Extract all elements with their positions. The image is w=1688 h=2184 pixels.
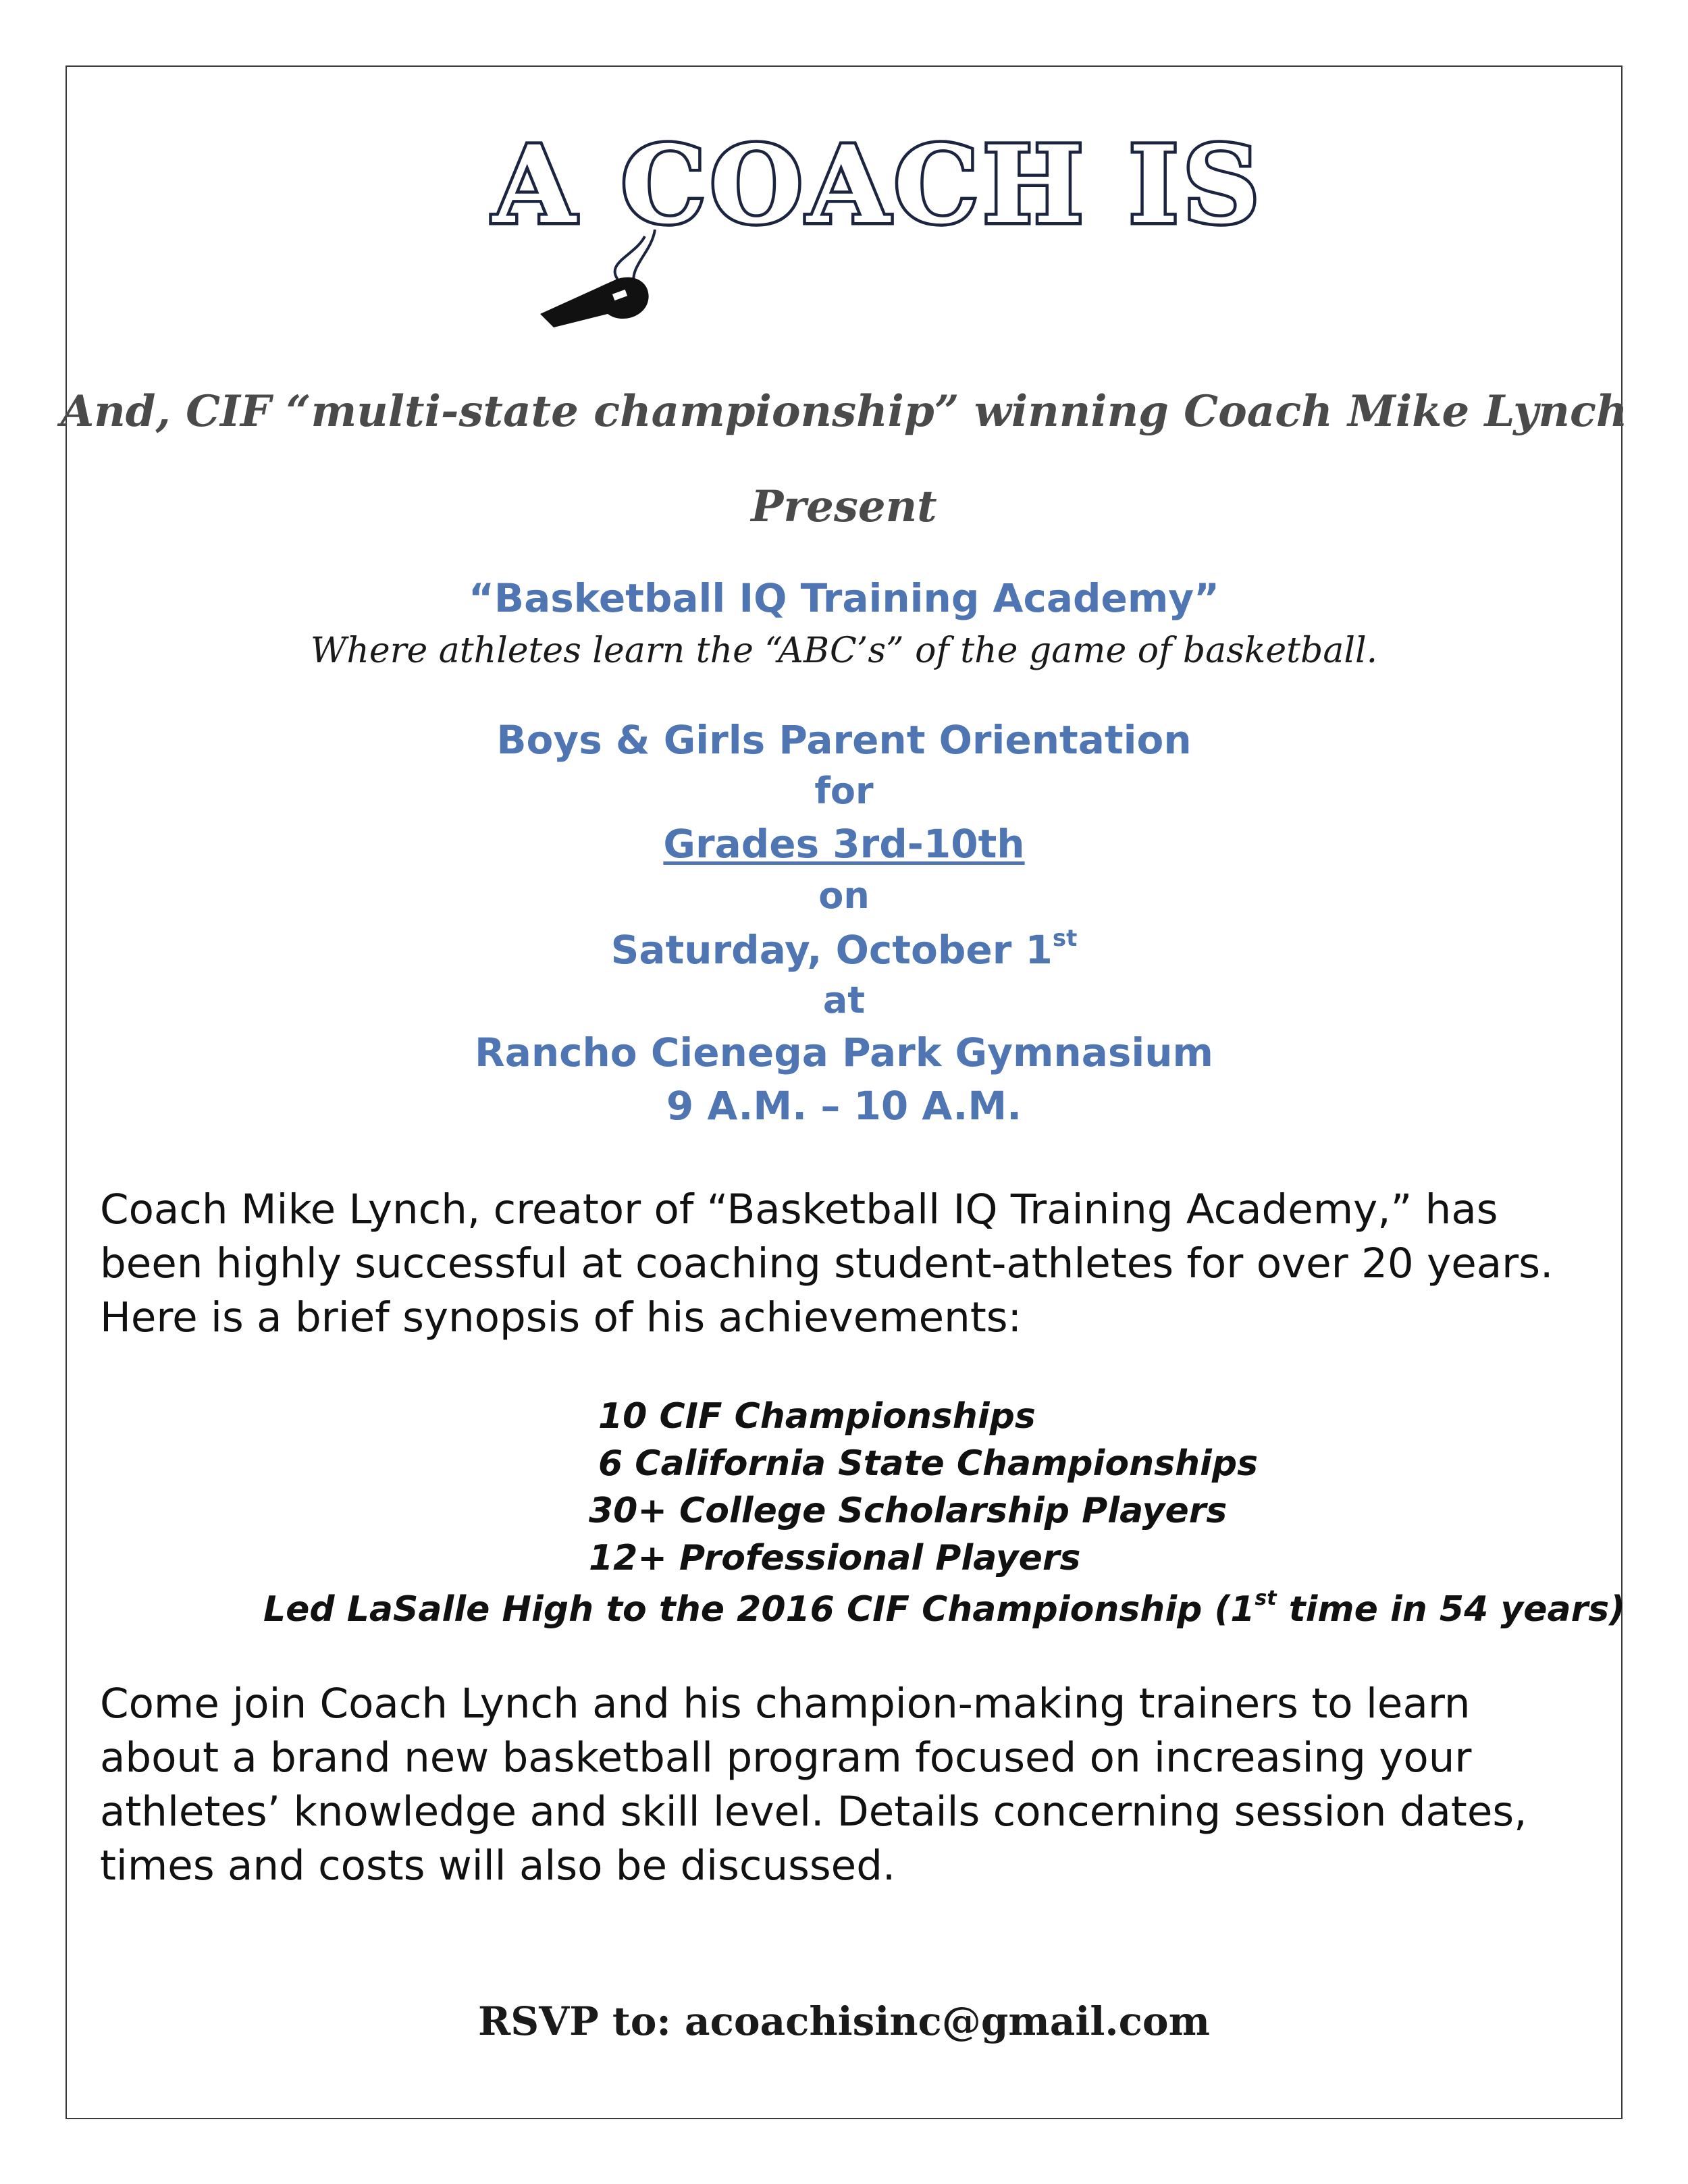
achievement-item [263,1587,1625,1630]
achievement-item: 6 California State Championships [598,1443,1259,1484]
event-venue: Rancho Cienega Park Gymnasium [475,1030,1213,1075]
academy-tagline: Where athletes learn the “ABC’s” of the game of basketball. [310,631,1378,671]
orientation-heading: Boys & Girls Parent Orientation [496,717,1192,763]
on-connector: on [818,874,870,917]
academy-title: “Basketball IQ Training Academy” [468,575,1220,621]
grades-line: Grades 3rd-10th [663,821,1025,867]
achievement-text: Led LaSalle High to the 2016 CIF Championship (1 [263,1589,1255,1630]
rsvp-line: RSVP to: acoachisinc@gmail.com [478,1998,1210,2044]
achievement-item: 12+ Professional Players [589,1538,1081,1578]
event-date-text: Saturday, October 1 [610,927,1053,973]
achievement-item: 30+ College Scholarship Players [589,1491,1228,1531]
for-connector: for [814,770,874,812]
invite-paragraph: Come join Coach Lynch and his champion-making trainers to learn about a brand new basketball program focused on increasing your athletes’ knowledge and skill level. Details concerning session dates, times and costs will also be discussed. [100,1680,1527,1890]
logo-title: A COACH IS [493,123,1264,248]
achievement-suffix: st [1255,1587,1277,1610]
present-line: Present [751,481,937,532]
at-connector: at [822,979,866,1021]
whistle-icon [533,216,689,331]
achievement-text-end: time in 54 years) [1276,1589,1625,1630]
event-time: 9 A.M. – 10 A.M. [666,1083,1022,1129]
event-date-suffix: st [1052,925,1078,952]
bio-paragraph: Coach Mike Lynch, creator of “Basketball IQ Training Academy,” has been highly successful at coaching student-athletes for over 20 years. Here is a brief synopsis of his achievements: [100,1186,1554,1341]
event-date [0,925,1688,973]
achievement-item: 10 CIF Championships [598,1396,1036,1437]
intro-line: And, CIF “multi-state championship” winning Coach Mike Lynch [60,386,1628,437]
